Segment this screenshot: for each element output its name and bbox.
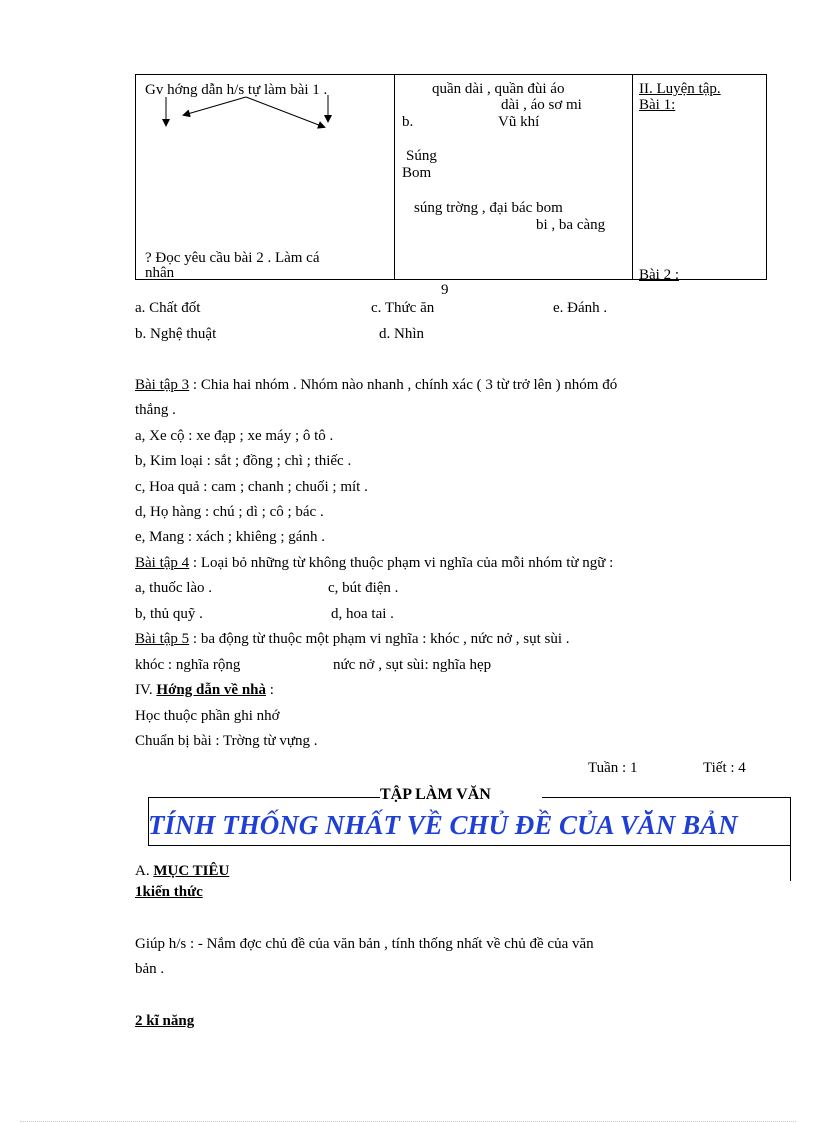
homework-heading [135, 682, 274, 699]
period-label: Tiết : 4 [703, 760, 746, 776]
ex5-narrow: nức nở , sụt sùi: nghĩa hẹp [333, 657, 492, 673]
table-col2-b-label: b. [402, 114, 414, 130]
table-divider-1 [394, 75, 395, 279]
table-col3-exercise1: Bài 1: [639, 97, 676, 113]
table-col2-line7: bi , ba càng [536, 217, 606, 233]
ex5-heading [135, 631, 570, 648]
section-a-title: MỤC TIÊU [153, 863, 230, 879]
table-col1-question: ? Đọc yêu cầu bài 2 . Làm cá [145, 250, 320, 266]
ex3-text2: thắng . [135, 402, 176, 418]
practice-heading: II. Luyện tập. [639, 81, 721, 97]
ex5-text: : ba động từ thuộc một phạm vi nghĩa : khóc , nức nở , sụt sùi . [189, 631, 570, 647]
section-a-prefix: A. [135, 863, 154, 879]
ex4-label: Bài tập 4 [135, 555, 190, 571]
title-box-top-left [148, 797, 380, 798]
ex3-text: : Chia hai nhóm . Nhóm nào nhanh , chính xác ( 3 từ trở lên ) nhóm đó [189, 377, 618, 393]
ex3-item-e: e, Mang : xách ; khiêng ; gánh . [135, 529, 325, 545]
lesson-table [135, 74, 767, 283]
table-col2-bom: Bom [402, 165, 432, 181]
skills-heading: 2 kĩ năng [135, 1013, 195, 1029]
ex2-b: b. Nghệ thuật [135, 326, 217, 342]
title-box-right [790, 797, 791, 881]
table-col2-b-text: Vũ khí [498, 114, 540, 130]
ex2-c: c. Thức ăn [371, 300, 435, 316]
homework-prefix: IV. [135, 682, 157, 698]
table-col2-line1: quần dài , quần đùi áo [432, 81, 565, 97]
table-col1-instruction: Gv hớng dẫn h/s tự làm bài 1 . [145, 82, 328, 98]
ex3-heading [135, 377, 617, 394]
table-col3-exercise2: Bài 2 : [639, 267, 679, 283]
title-box-bottom [148, 845, 790, 846]
subject-heading: TẬP LÀM VĂN [380, 786, 491, 803]
ex5-broad: khóc : nghĩa rộng [135, 657, 241, 673]
homework-title: Hớng dẫn về nhà [156, 682, 266, 698]
ex2-a: a. Chất đốt [135, 300, 201, 316]
page-bottom-border [20, 1121, 796, 1122]
ex3-item-d: d, Họ hàng : chú ; dì ; cô ; bác . [135, 504, 324, 520]
homework-line1: Học thuộc phần ghi nhớ [135, 708, 280, 724]
table-col2-line6: súng trờng , đại bác bom [414, 200, 563, 216]
week-label: Tuần : 1 [588, 760, 638, 776]
ex4-c: c, bút điện . [328, 580, 399, 596]
ex3-item-b: b, Kim loại : sắt ; đồng ; chì ; thiếc . [135, 453, 352, 469]
title-box-top-right [542, 797, 790, 798]
ex2-d: d. Nhìn [379, 326, 424, 342]
ex4-text: : Loại bỏ những từ không thuộc phạm vi nghĩa của mỗi nhóm từ ngữ : [189, 555, 614, 571]
ex5-label: Bài tập 5 [135, 631, 190, 647]
ex2-e: e. Đánh . [553, 300, 608, 316]
lesson-title: TÍNH THỐNG NHẤT VỀ CHỦ ĐỀ CỦA VĂN BẢN [148, 810, 738, 840]
table-col2-sung: Súng [406, 148, 437, 164]
knowledge-heading: 1kiến thức [135, 884, 203, 900]
ex4-b: b, thủ quỹ . [135, 606, 203, 622]
table-divider-2 [632, 75, 633, 279]
table-col1-question-cont: nhân [145, 265, 175, 281]
ex4-heading [135, 555, 613, 572]
table-col2-line2: dài , áo sơ mi [501, 97, 582, 113]
homework-line2: Chuẩn bị bài : Trờng từ vựng . [135, 733, 318, 749]
page-number: 9 [441, 282, 449, 298]
knowledge-text-cont: bản . [135, 961, 165, 977]
ex3-item-c: c, Hoa quả : cam ; chanh ; chuối ; mít . [135, 479, 368, 495]
ex4-d: d, hoa tai . [331, 606, 394, 622]
homework-suffix: : [266, 682, 274, 698]
table-col3-heading [639, 81, 721, 97]
arrows-diagram-icon [156, 95, 336, 135]
knowledge-text: Giúp h/s : - Nắm đợc chủ đề của văn bản , tính thống nhất về chủ đề của văn [135, 936, 594, 952]
ex4-a: a, thuốc lào . [135, 580, 213, 596]
section-a [135, 863, 229, 880]
ex3-label: Bài tập 3 [135, 377, 190, 393]
ex3-item-a: a, Xe cộ : xe đạp ; xe máy ; ô tô . [135, 428, 334, 444]
